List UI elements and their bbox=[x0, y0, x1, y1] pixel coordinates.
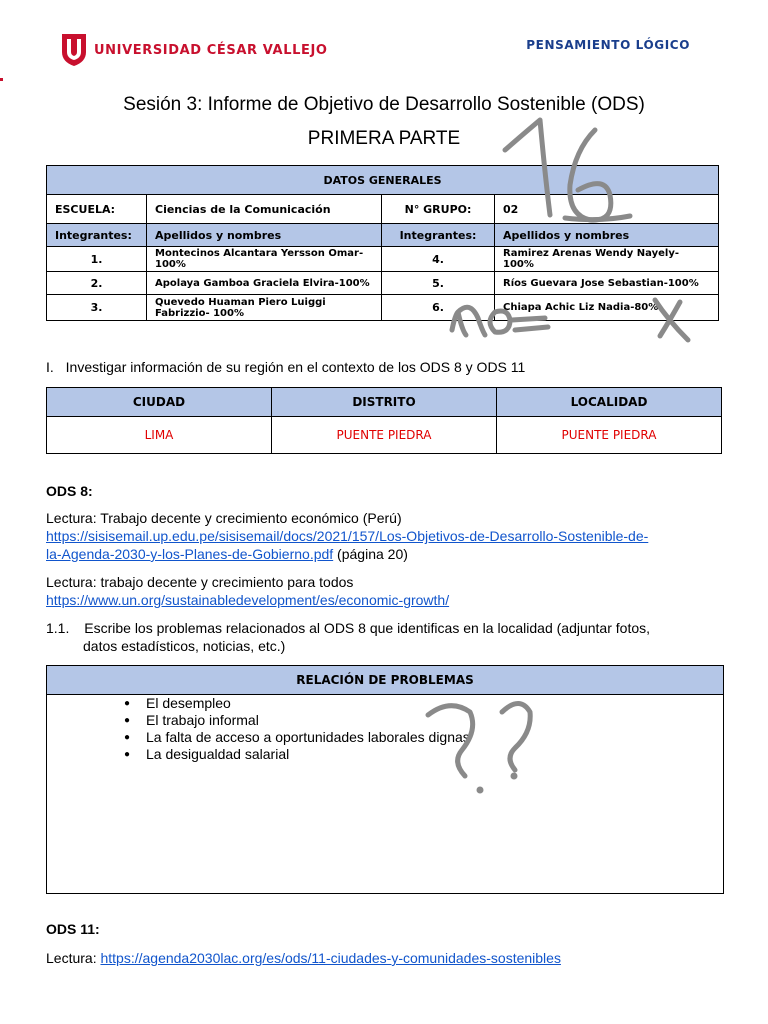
section-1-instruction bbox=[46, 358, 525, 377]
member-name: Quevedo Huaman Piero Luiggi Fabrizzio- 100% bbox=[147, 295, 382, 321]
locality-value: PUENTE PIEDRA bbox=[497, 417, 722, 454]
list-item: ● La desigualdad salarial bbox=[146, 746, 723, 763]
member-number: 4. bbox=[382, 247, 495, 272]
names-label-right: Apellidos y nombres bbox=[495, 224, 719, 247]
problems-body bbox=[47, 695, 724, 894]
member-number: 1. bbox=[47, 247, 147, 272]
ods8-link-1[interactable]: https://sisisemail.up.edu.pe/sisisemail/docs/2021/157/Los-Objetivos-de-Desarrollo-Sostenible-de- bbox=[46, 528, 649, 544]
member-name: Ramirez Arenas Wendy Nayely- 100% bbox=[495, 247, 719, 272]
document-title: Sesión 3: Informe de Objetivo de Desarrollo Sostenible (ODS) bbox=[123, 94, 645, 115]
city-header: CIUDAD bbox=[47, 388, 272, 417]
problems-list bbox=[47, 695, 723, 763]
ods8-link-2-line bbox=[46, 591, 449, 610]
ods11-reading bbox=[46, 949, 561, 968]
member-number: 3. bbox=[47, 295, 147, 321]
handwritten-question bbox=[520, 112, 521, 113]
question-text: Escribe los problemas relacionados al ODS 8 que identificas en la localidad (adjuntar fotos, bbox=[84, 620, 651, 636]
school-label: ESCUELA: bbox=[47, 195, 147, 224]
university-logo bbox=[60, 32, 328, 68]
question-1-1-line-1 bbox=[46, 619, 650, 638]
ods8-link-1-line-2 bbox=[46, 545, 408, 564]
city-value: LIMA bbox=[47, 417, 272, 454]
list-item: ● La falta de acceso a oportunidades laborales dignas bbox=[146, 729, 723, 746]
ods11-reading-prefix: Lectura: bbox=[46, 950, 101, 966]
problems-heading: RELACIÓN DE PROBLEMAS bbox=[47, 666, 724, 695]
list-item: ● El trabajo informal bbox=[146, 712, 723, 729]
ods8-link-1-line-1 bbox=[46, 527, 648, 546]
ods11-link[interactable]: https://agenda2030lac.org/es/ods/11-ciudades-y-comunidades-sostenibles bbox=[100, 950, 561, 966]
member-number: 5. bbox=[382, 272, 495, 295]
region-table bbox=[46, 387, 722, 454]
question-1-1-line-2: datos estadísticos, noticias, etc.) bbox=[83, 638, 286, 654]
names-label-left: Apellidos y nombres bbox=[147, 224, 382, 247]
ods8-reading-1: Lectura: Trabajo decente y crecimiento económico (Perú) bbox=[46, 510, 402, 526]
members-label-left: Integrantes: bbox=[47, 224, 147, 247]
page-header bbox=[0, 0, 768, 80]
member-name: Montecinos Alcantara Yersson Omar- 100% bbox=[147, 247, 382, 272]
margin-mark bbox=[0, 78, 3, 81]
problems-table bbox=[46, 665, 724, 894]
ods8-link-1-continued[interactable]: la-Agenda-2030-y-los-Planes-de-Gobierno.pdf bbox=[46, 546, 334, 562]
locality-header: LOCALIDAD bbox=[497, 388, 722, 417]
ods8-reading-2: Lectura: trabajo decente y crecimiento para todos bbox=[46, 574, 354, 590]
ods11-title: ODS 11: bbox=[46, 921, 100, 937]
group-value: 02 bbox=[495, 195, 719, 224]
list-item: ● El desempleo bbox=[146, 695, 723, 712]
school-value: Ciencias de la Comunicación bbox=[147, 195, 382, 224]
document-subtitle: PRIMERA PARTE bbox=[307, 128, 461, 149]
general-data-table bbox=[46, 165, 719, 321]
general-data-heading: DATOS GENERALES bbox=[47, 166, 719, 195]
member-number: 6. bbox=[382, 295, 495, 321]
ods8-link-2[interactable]: https://www.un.org/sustainabledevelopment/es/economic-growth/ bbox=[46, 592, 450, 608]
member-name: Ríos Guevara Jose Sebastian-100% bbox=[495, 272, 719, 295]
member-number: 2. bbox=[47, 272, 147, 295]
university-crest-icon bbox=[60, 32, 88, 68]
member-name: Apolaya Gamboa Graciela Elvira-100% bbox=[147, 272, 382, 295]
university-name: UNIVERSIDAD CÉSAR VALLEJO bbox=[94, 42, 328, 58]
section-1-text: Investigar información de su región en el contexto de los ODS 8 y ODS 11 bbox=[65, 359, 526, 375]
section-1-number: I. bbox=[46, 359, 54, 375]
ods8-title: ODS 8: bbox=[46, 483, 93, 499]
question-number: 1.1. bbox=[46, 620, 70, 636]
group-label: N° GRUPO: bbox=[382, 195, 495, 224]
members-label-right: Integrantes: bbox=[382, 224, 495, 247]
member-name: Chiapa Achic Liz Nadia-80% bbox=[495, 295, 719, 321]
page-reference: (página 20) bbox=[333, 546, 408, 562]
district-value: PUENTE PIEDRA bbox=[272, 417, 497, 454]
course-name: PENSAMIENTO LÓGICO bbox=[526, 38, 690, 52]
district-header: DISTRITO bbox=[272, 388, 497, 417]
